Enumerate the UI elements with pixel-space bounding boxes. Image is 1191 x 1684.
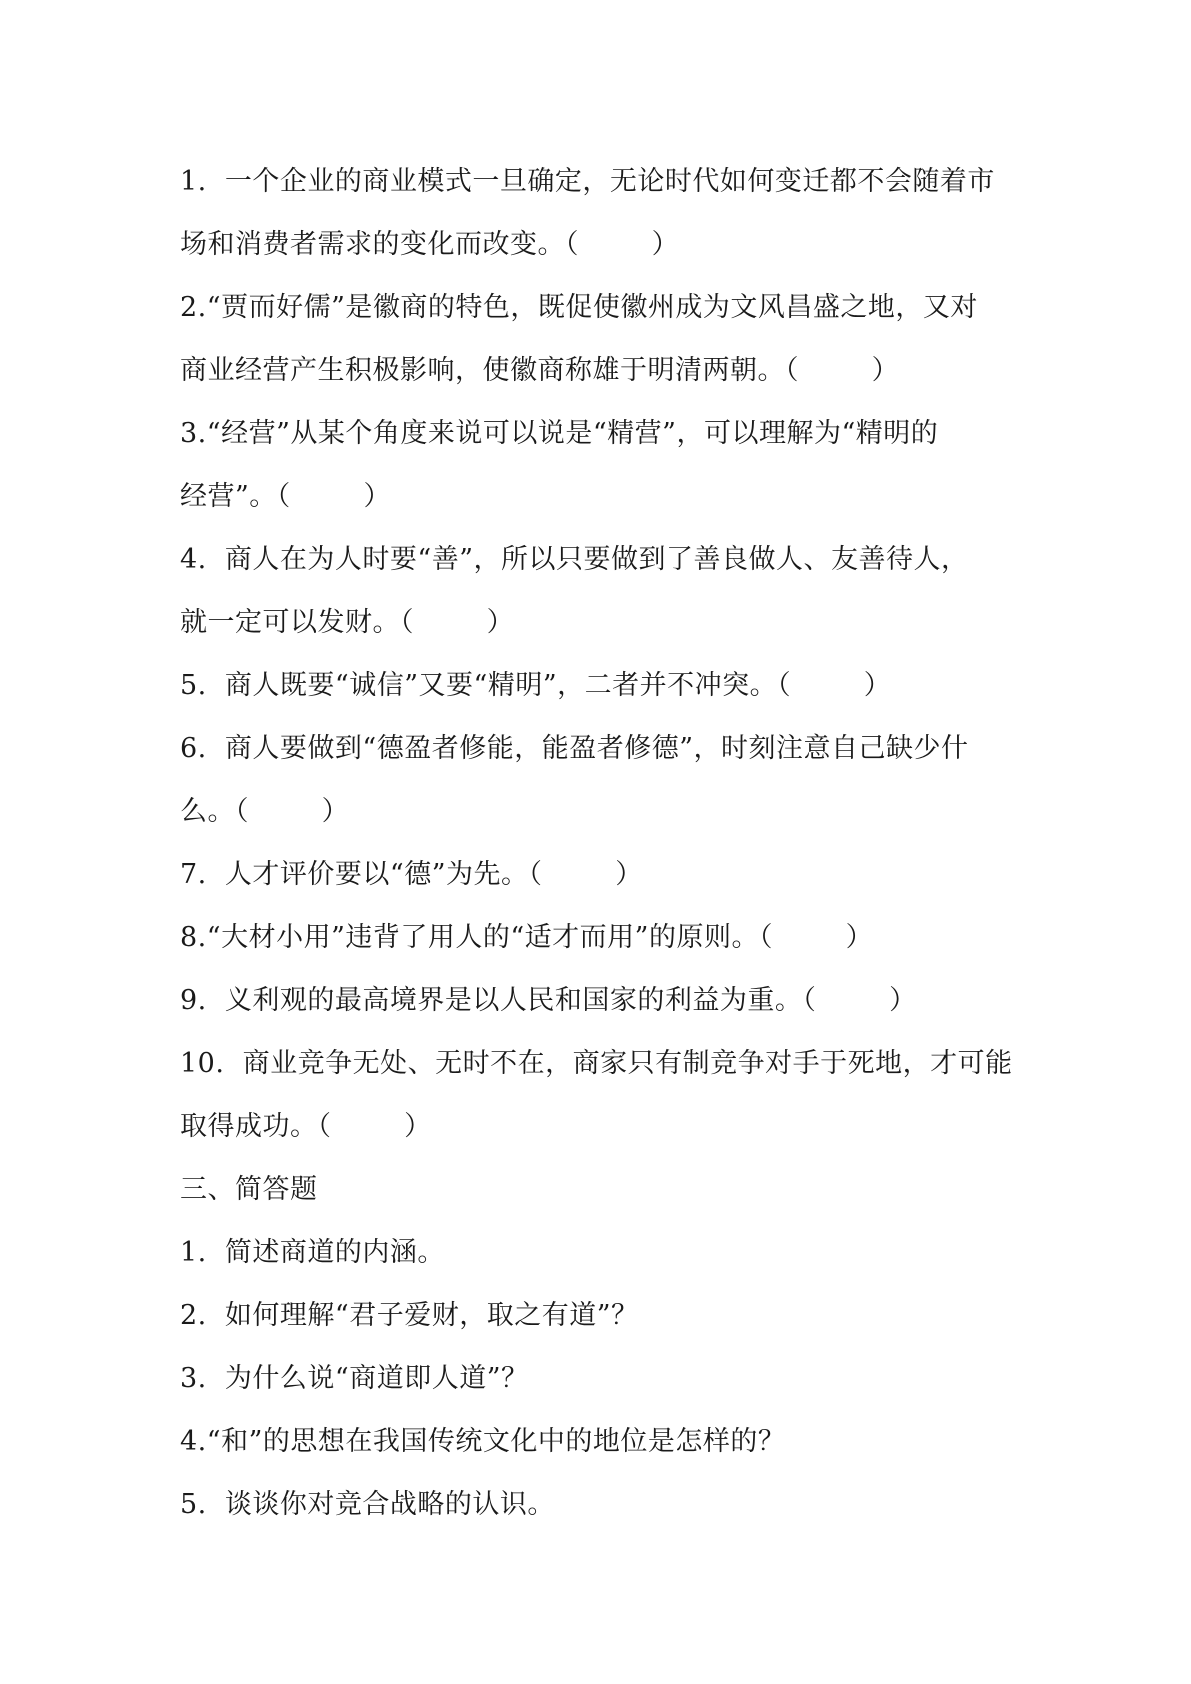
document-body xyxy=(180,150,1020,1536)
tf-question-6-line-1: 6. 商人要做到“德盈者修能，能盈者修德”，时刻注意自己缺少什 xyxy=(180,733,969,764)
sa-question-5: 5. 谈谈你对竞合战略的认识。 xyxy=(180,1489,555,1520)
tf-question-7: 7. 人才评价要以“德”为先。（ ） xyxy=(180,859,643,890)
tf-question-1-line-1: 1. 一个企业的商业模式一旦确定，无论时代如何变迁都不会随着市 xyxy=(180,166,995,197)
tf-question-1-line-2: 场和消费者需求的变化而改变。（ ） xyxy=(180,229,680,260)
sa-question-1: 1. 简述商道的内涵。 xyxy=(180,1237,445,1268)
tf-question-10-line-2: 取得成功。（ ） xyxy=(180,1111,432,1142)
tf-question-10-line-1: 10. 商业竞争无处、无时不在，商家只有制竞争对手于死地，才可能 xyxy=(180,1048,1013,1079)
tf-question-3-line-1: 3.“经营”从某个角度来说可以说是“精营”，可以理解为“精明的 xyxy=(180,418,939,449)
tf-question-4-line-2: 就一定可以发财。（ ） xyxy=(180,607,515,638)
tf-question-6-line-2: 么。（ ） xyxy=(180,796,350,827)
tf-question-8: 8.“大材小用”违背了用人的“适才而用”的原则。（ ） xyxy=(180,922,874,953)
tf-question-2-line-1: 2.“贾而好儒”是徽商的特色，既促使徽州成为文风昌盛之地，又对 xyxy=(180,292,978,323)
section-heading-short-answer: 三、简答题 xyxy=(180,1174,318,1205)
sa-question-4: 4.“和”的思想在我国传统文化中的地位是怎样的？ xyxy=(180,1426,786,1457)
tf-question-5: 5. 商人既要“诚信”又要“精明”，二者并不冲突。（ ） xyxy=(180,670,892,701)
sa-question-2: 2. 如何理解“君子爱财，取之有道”？ xyxy=(180,1300,639,1331)
tf-question-2-line-2: 商业经营产生积极影响，使徽商称雄于明清两朝。（ ） xyxy=(180,355,900,386)
tf-question-9: 9. 义利观的最高境界是以人民和国家的利益为重。（ ） xyxy=(180,985,917,1016)
sa-question-3: 3. 为什么说“商道即人道”？ xyxy=(180,1363,529,1394)
tf-question-3-line-2: 经营”。（ ） xyxy=(180,481,391,512)
tf-question-4-line-1: 4. 商人在为人时要“善”，所以只要做到了善良做人、友善待人， xyxy=(180,544,969,575)
